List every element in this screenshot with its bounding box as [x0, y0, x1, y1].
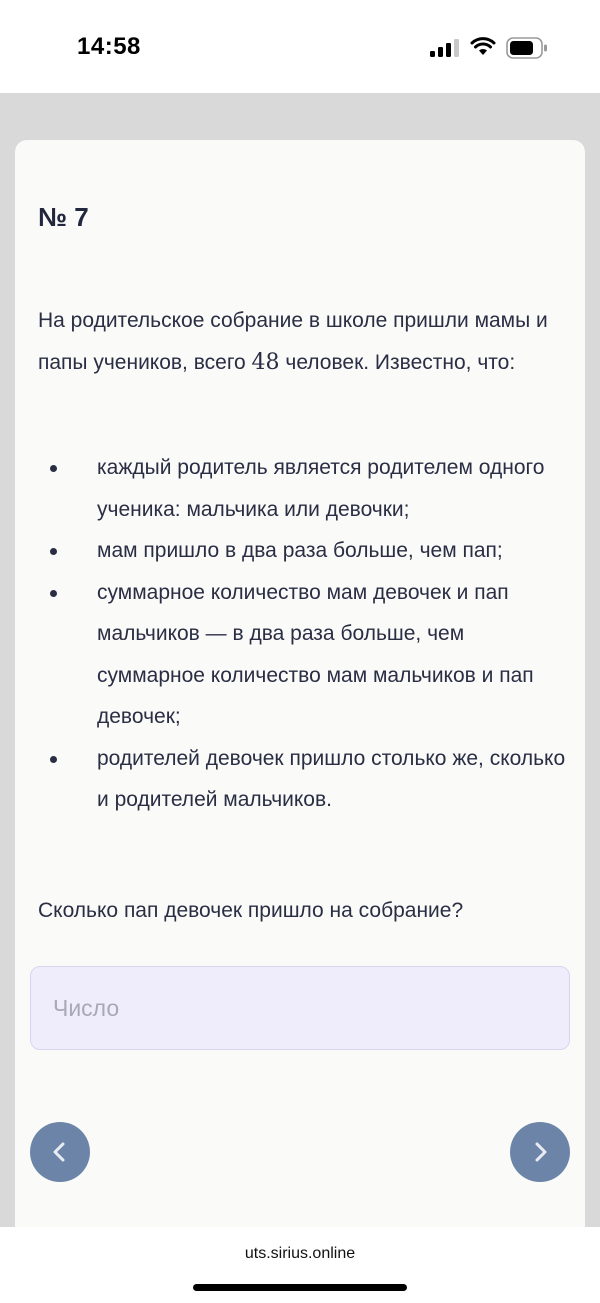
- battery-icon: [506, 37, 548, 59]
- home-indicator[interactable]: [193, 1284, 407, 1291]
- condition-item: [38, 447, 568, 530]
- condition-item: [38, 572, 568, 738]
- prev-button[interactable]: [30, 1122, 90, 1182]
- chevron-right-icon: [528, 1140, 552, 1164]
- signal-icon: [430, 38, 460, 58]
- next-button[interactable]: [510, 1122, 570, 1182]
- bullet-icon: [50, 465, 57, 472]
- wifi-icon: [470, 37, 496, 57]
- question-text: Сколько пап девочек пришло на собрание?: [38, 899, 464, 922]
- answer-input[interactable]: [30, 966, 570, 1050]
- bullet-icon: [50, 756, 57, 763]
- condition-text: родителей девочек пришло столько же, сколько и родителей мальчиков.: [97, 746, 566, 811]
- task-card: [15, 140, 585, 1260]
- status-time: 14:58: [77, 33, 141, 60]
- condition-item: [38, 738, 568, 821]
- total-count: 48: [251, 350, 280, 375]
- bullet-icon: [50, 548, 57, 555]
- conditions-list: [38, 447, 568, 821]
- url-text[interactable]: uts.sirius.online: [244, 1245, 356, 1262]
- problem-text: [38, 300, 568, 384]
- problem-text-part1: На родительское собрание в школе пришли мамы и папы учеников, всего: [38, 309, 548, 374]
- condition-text: мам пришло в два раза больше, чем пап;: [97, 539, 503, 562]
- problem-text-part2: человек. Известно, что:: [279, 351, 516, 374]
- task-number: № 7: [38, 202, 89, 232]
- bullet-icon: [50, 590, 57, 597]
- condition-item: [38, 530, 568, 572]
- chevron-left-icon: [48, 1140, 72, 1164]
- status-bar: [0, 0, 600, 93]
- condition-text: каждый родитель является родителем одного ученика: мальчика или девочки;: [97, 456, 545, 521]
- condition-text: суммарное количество мам девочек и пап мальчиков — в два раза больше, чем суммарное количество мам мальчиков и пап девочек;: [97, 580, 534, 728]
- browser-address-bar: [0, 1227, 600, 1303]
